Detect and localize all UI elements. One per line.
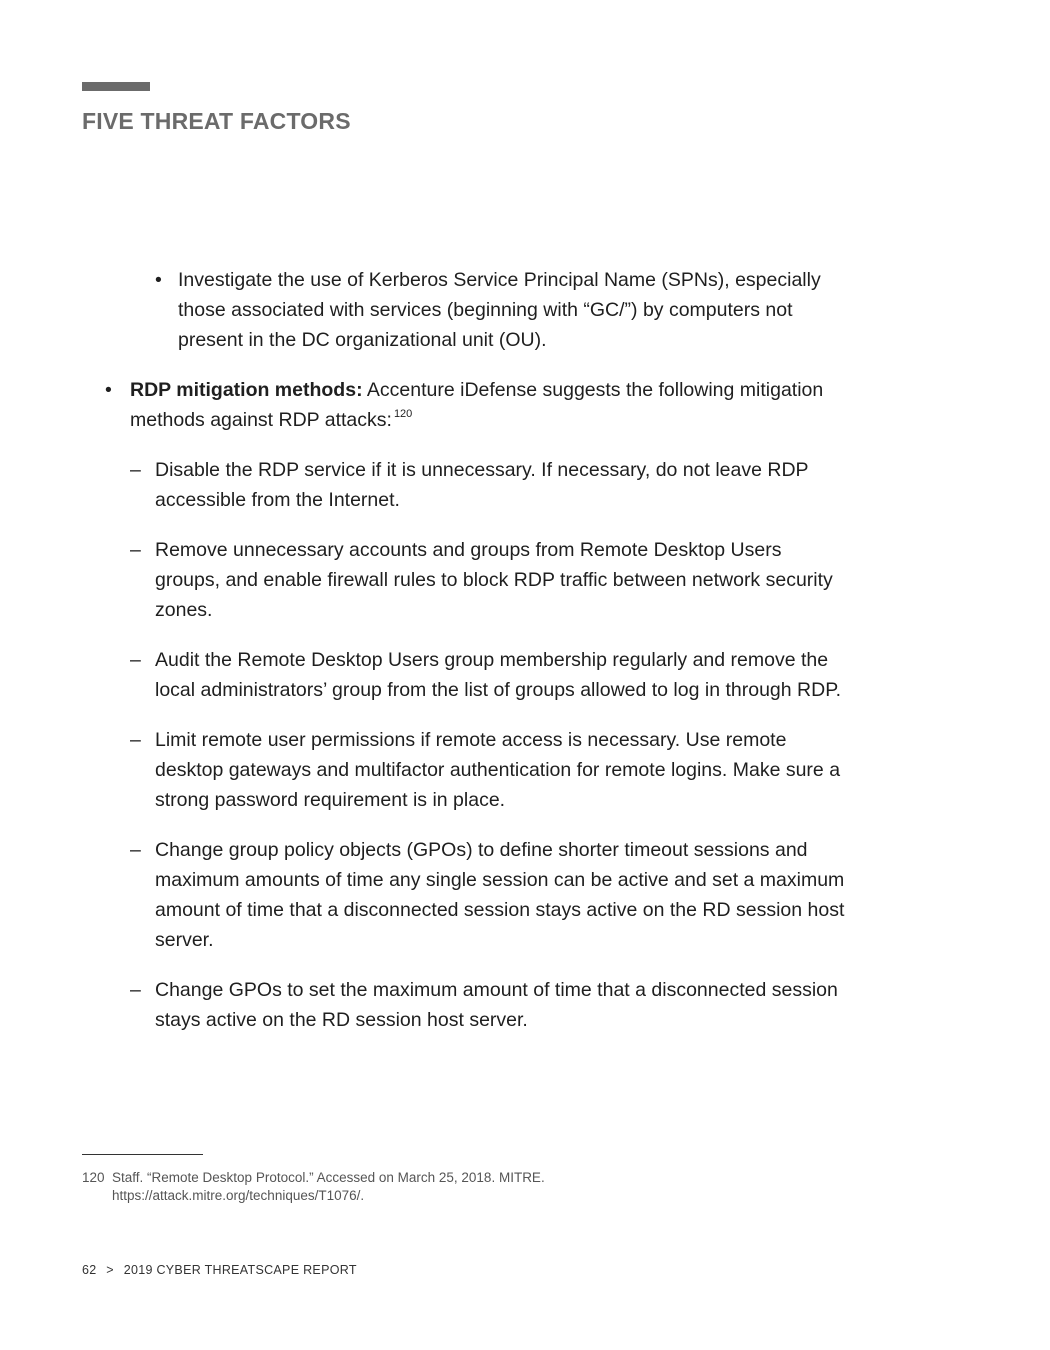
list-item [130,975,850,1035]
list-item-text: Remove unnecessary accounts and groups from Remote Desktop Users groups, and enable firewall rules to block RDP traffic between network security zones. [155,539,833,621]
list-item [130,835,850,955]
list-item-text: Disable the RDP service if it is unnecessary. If necessary, do not leave RDP accessible from the Internet. [155,459,809,511]
dash-marker: – [130,729,141,751]
section-title: FIVE THREAT FACTORS [82,108,351,134]
page-number: 62 [82,1263,97,1277]
rdp-mitigation-body: Accenture iDefense suggests the following mitigation methods against RDP attacks: [130,379,824,431]
bullet-marker: • [105,379,112,401]
rdp-mitigation-text [130,375,830,435]
dash-marker: – [130,459,141,481]
footnote-reference: 120 [393,408,413,420]
sub-bullet-text: Investigate the use of Kerberos Service Principal Name (SPNs), especially those associated with services (beginning with “GC/”) by computers not present in the DC organizational unit (OU). [178,269,821,351]
mitigation-list [130,455,850,1055]
page-footer [82,1262,363,1278]
dash-marker: – [130,539,141,561]
footnote-number: 120 [82,1170,105,1185]
list-item-text: Limit remote user permissions if remote access is necessary. Use remote desktop gateways and multifactor authentication for remote logins. Make sure a strong password requirement is in place. [155,729,841,811]
list-item [130,455,850,515]
list-item [130,645,850,705]
footer-separator: > [106,1263,114,1277]
list-item-text: Change group policy objects (GPOs) to define shorter timeout sessions and maximum amounts of time any single session can be active and set a maximum amount of time that a disconnected session stays active on the RD session host server. [155,839,845,951]
report-title: 2019 CYBER THREATSCAPE REPORT [123,1263,357,1277]
list-item-text: Audit the Remote Desktop Users group membership regularly and remove the local administrators’ group from the list of groups allowed to log in through RDP. [155,649,842,701]
bullet-marker: • [155,269,162,291]
list-item [130,725,850,815]
list-item [130,535,850,625]
footnote [82,1169,782,1205]
dash-marker: – [130,839,141,861]
dash-marker: – [130,979,141,1001]
footnote-link[interactable]: https://attack.mitre.org/techniques/T1076/. [112,1188,365,1203]
dash-marker: – [130,649,141,671]
footnote-text: Staff. “Remote Desktop Protocol.” Accessed on March 25, 2018. MITRE. [112,1170,545,1185]
list-item-text: Change GPOs to set the maximum amount of time that a disconnected session stays active on the RD session host server. [155,979,838,1031]
rdp-mitigation-lead: RDP mitigation methods: [130,379,363,401]
section-accent-bar [82,82,150,91]
footnote-divider [82,1154,203,1155]
